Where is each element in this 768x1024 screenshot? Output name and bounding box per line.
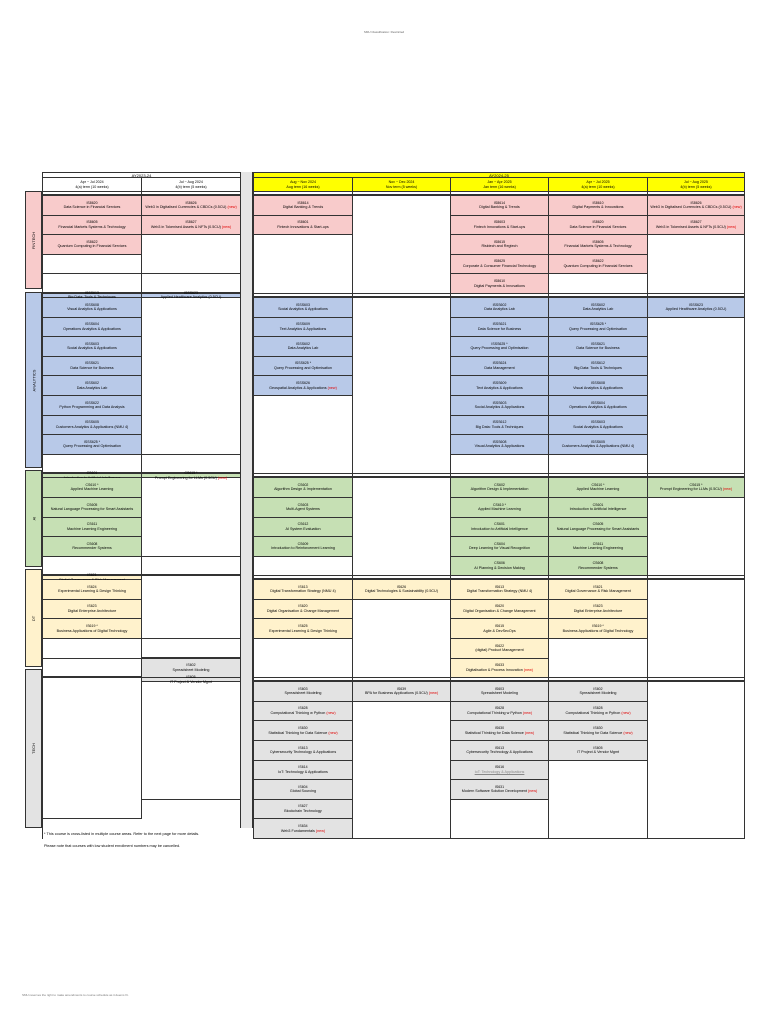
band-gap (142, 639, 241, 659)
course-cell: CS601 Introduction to Artificial Intelligence (451, 518, 549, 538)
empty-cell (451, 455, 549, 475)
course-cell: IS8610 Digital Payments & Innovations (451, 274, 549, 294)
course-cell: ISSS602 Data Analytics Lab (549, 298, 648, 318)
course-cell: ISSS626 Geospatial Analytics & Applications (new) (254, 376, 353, 396)
course-cell: IS619 * Business Applications of Digital Technology (549, 619, 648, 639)
course-cell: IS613 Cybersecurity Technology & Applications (254, 741, 353, 761)
empty-cell (353, 702, 451, 839)
empty-cell (648, 235, 745, 294)
course-cell: ISSS602 Data Analytics Lab (451, 298, 549, 318)
course-cell: IS602 Spreadsheet Modeling (549, 682, 648, 702)
course-cell: ISSS625 * Query Processing and Optimisation (549, 318, 648, 338)
course-cell: ISSS612 Big Data: Tools & Techniques (451, 416, 549, 436)
course-cell: IS8605 Financial Markets Systems & Technology (43, 216, 142, 236)
course-cell: IS620 Digital Organisation & Change Management (254, 600, 353, 620)
band-gap (142, 557, 241, 577)
course-cell: ISSS604 Operations Analytics & Applications (43, 318, 142, 338)
course-cell: IS628 Computational Thinking w Python (new) (549, 702, 648, 722)
empty-cell (142, 682, 241, 800)
academic-year-header: AY2023-24 (43, 173, 241, 178)
course-cell: ISSS623 Applied Healthcare Analytics (0.5CU) (648, 298, 745, 318)
course-cell: CS615 * Prompt Engineering for LLMs (0.5CU) (new) (648, 478, 745, 498)
course-cell: ISSS621 Data Science for Business (451, 318, 549, 338)
schedule-table-ay2023-24 (42, 172, 241, 839)
course-cell: IS8603 Fintech Innovations & Start-ups (451, 216, 549, 236)
course-cell: IS8614 Digital Banking & Trends (451, 196, 549, 216)
course-cell: ISSS623 Applied Healthcare Analytics (0.5CU) (142, 294, 241, 298)
empty-cell (142, 478, 241, 556)
course-cell: IS634 Web3 Fundamentals (new) (254, 819, 353, 839)
course-cell: ISSS621 Data Science for Business (549, 337, 648, 357)
course-cell: IS630 Statistical Thinking for Data Science (new) (549, 721, 648, 741)
course-cell: ISSS603 Social Analytics & Applications (43, 337, 142, 357)
course-cell: ISSS622 Python Programming and Data Analysis (43, 396, 142, 416)
term-header: Jan ~ Apr 2025 Jan term (16 weeks) (451, 178, 549, 192)
course-cell: IS628 Computational Thinking w Python (new) (451, 702, 549, 722)
track-label-dt: DT (25, 569, 42, 667)
empty-cell (254, 235, 353, 294)
course-cell: IS623 Digital Enterprise Architecture (549, 600, 648, 620)
course-cell: ISSS608 Visual Analytics & Applications (549, 376, 648, 396)
course-cell: IS619 * Business Applications of Digital Technology (43, 619, 142, 639)
course-cell: IS8622 Quantum Computing in Financial Services (549, 255, 648, 275)
empty-cell (142, 576, 241, 639)
empty-cell (43, 678, 142, 819)
course-cell: IS8626 Web3 in Digitalised Currencies & CBDCs (0.5CU) (new) (648, 196, 745, 216)
term-header: Jul ~ Aug 2024 4(b) term (5 weeks) (142, 178, 241, 192)
track-label-tech: TECH (25, 669, 42, 828)
course-cell: IS8620 Data Science in Financial Services (549, 216, 648, 236)
course-cell: IS602 Spreadsheet Modeling (142, 659, 241, 679)
course-cell: CS612 AI System Evaluation (254, 518, 353, 538)
course-cell: CS608 Recommender Systems (549, 557, 648, 577)
course-cell: ISSS625 * Query Processing and Optimisation (43, 435, 142, 455)
course-cell: IS639 BPA for Business Applications (0.5CU) (new) (353, 682, 451, 702)
course-cell: CS606 AI Planning & Decision Making (451, 557, 549, 577)
course-cell: CS610 * Applied Machine Learning (451, 498, 549, 518)
course-cell: ISSS609 Text Analytics & Applications (451, 376, 549, 396)
course-cell: IS8601 Fintech Innovations & Start-ups (254, 216, 353, 236)
course-cell: IS621 (43, 576, 142, 580)
course-cell: IS623 Digital Enterprise Architecture (43, 600, 142, 620)
course-cell: CS604 Deep Learning for Visual Recognition (451, 537, 549, 557)
course-cell: CS603 Multi-Agent Systems (254, 498, 353, 518)
year-separator-column (240, 172, 253, 828)
course-cell: ISSS605 Customers Analytics & Applications (NMU 4) (549, 435, 648, 455)
note-cancellation: Please note that courses with low student enrollment numbers may be cancelled. (44, 844, 181, 848)
empty-cell (353, 298, 451, 474)
empty-cell (549, 761, 648, 839)
course-cell: IS8627 Web3 in Tokenised Assets & NFTs (0.5CU) (new) (648, 216, 745, 236)
course-cell: IS630 Statistical Thinking for Data Science (new) (254, 721, 353, 741)
course-cell: CS609 Introduction to Reinforcement Learning (254, 537, 353, 557)
course-cell: IS605 IT Project & Vendor Mgmt (549, 741, 648, 761)
course-cell: IS615 Agile & DevSecOps (451, 619, 549, 639)
course-cell: CS611 Machine Learning Engineering (43, 518, 142, 538)
course-cell: IS625 Experimental Learning & Design Thinking (254, 619, 353, 639)
course-cell: CS610 * Applied Machine Learning (43, 478, 142, 498)
course-cell: ISSS608 Visual Analytics & Applications (43, 298, 142, 318)
empty-cell (648, 318, 745, 475)
course-cell: IS626 Digital Technologies & Sustainability (0.5CU) (353, 580, 451, 600)
course-cell: ISSS608 Visual Analytics & Applications (451, 435, 549, 455)
empty-cell (43, 255, 142, 275)
empty-cell (353, 478, 451, 576)
course-cell: IS603 Spreadsheet Modeling (254, 682, 353, 702)
course-cell: ISSS621 Data Science for Business (43, 357, 142, 377)
empty-cell (648, 682, 745, 839)
empty-cell (451, 800, 549, 839)
empty-cell (353, 600, 451, 678)
course-cell: IS605 IT Project & Vendor Mgmt (142, 678, 241, 682)
empty-cell (549, 639, 648, 678)
academic-year-header: AY2024-25 (254, 173, 745, 178)
track-label-fintech: FINTECH (25, 191, 42, 289)
course-cell: IS8615 Risktech and Regtech (451, 235, 549, 255)
empty-cell (142, 235, 241, 274)
course-cell: IS620 Digital Organisation & Change Management (451, 600, 549, 620)
course-cell: IS627 Blockchain Technology (254, 800, 353, 820)
course-cell: ISSS605 Customers Analytics & Applications (NMU 4) (43, 416, 142, 436)
course-cell: CS611 Machine Learning Engineering (549, 537, 648, 557)
course-cell: IS614 IoT: Technology & Applications (254, 761, 353, 781)
band-gap (43, 659, 142, 679)
term-header: Apr ~ Jul 2025 4(a) term (10 weeks) (549, 178, 648, 192)
track-label-analytics: ANALYTICS (25, 292, 42, 468)
course-cell: ISSS604 Operations Analytics & Applications (549, 396, 648, 416)
course-cell: IS8610 Digital Payments & Innovations (549, 196, 648, 216)
empty-cell (648, 498, 745, 576)
classification-header: SMU Classification: Restricted (363, 30, 405, 34)
term-header: Jul ~ Aug 2025 4(b) term (5 weeks) (648, 178, 745, 192)
course-cell: IS624 Experimental Learning & Design Thinking (43, 580, 142, 600)
course-cell: ISSS603 Social Analytics & Applications (254, 298, 353, 318)
course-cell: IS613 Digital Transformation Strategy (NMU 4) (254, 580, 353, 600)
course-cell: CS610 * Applied Machine Learning (549, 478, 648, 498)
course-cell: IS8627 Web3 in Tokenised Assets & NFTs (0.5CU) (new) (142, 216, 241, 236)
course-cell: IS8614 Digital Banking & Trends (254, 196, 353, 216)
course-cell: ISSS625 * Query Processing and Optimisation (254, 357, 353, 377)
course-cell: CS605 Natural Language Processing for Smart Assistants (43, 498, 142, 518)
course-cell: IS621 Digital Governance & Risk Management (549, 580, 648, 600)
course-cell: IS633 Digitalisation & Process Innovation (new) (451, 659, 549, 679)
course-cell: IS8625 Corporate & Consumer Financial Technology (451, 255, 549, 275)
course-cell: IS8626 Web3 in Digitalised Currencies & CBDCs (0.5CU) (new) (142, 196, 241, 216)
course-cell: ISSS624 Data Management (451, 357, 549, 377)
course-cell: IS630 Statistical Thinking for Data Science (new) (451, 721, 549, 741)
course-cell: IS628 Computational Thinking w Python (new) (254, 702, 353, 722)
empty-cell (142, 298, 241, 455)
term-header: Nov ~ Dec 2024 Nov term (5 weeks) (353, 178, 451, 192)
course-cell: IS613 Digital Transformation Strategy (NMU 4) (451, 580, 549, 600)
course-cell: IS8620 Data Science in Financial Services (43, 196, 142, 216)
schedule-table-ay2024-25 (253, 172, 745, 839)
course-cell: IS631 Modern Software Solution Development (new) (451, 780, 549, 800)
course-cell: IS603 Spreadsheet Modeling (451, 682, 549, 702)
empty-cell (43, 639, 142, 659)
term-header: Apr ~ Jul 2024 4(a) term (10 weeks) (43, 178, 142, 192)
course-cell: IS622 (digital) Product Management (451, 639, 549, 659)
course-cell: IS8622 Quantum Computing in Financial Services (43, 235, 142, 255)
empty-cell (549, 455, 648, 475)
empty-cell (254, 639, 353, 678)
footer-disclaimer: SMU reserves the right to make amendments to course schedule as it deems fit. (22, 993, 129, 997)
course-cell: IS604 Global Sourcing (254, 780, 353, 800)
note-crosslisted: * This course is cross-listed in multiple course areas. Refer to the next page for more details. (44, 832, 200, 836)
track-label-ai: AI (25, 470, 42, 567)
empty-cell (353, 196, 451, 294)
course-cell: ISSS602 Data Analytics Lab (254, 337, 353, 357)
course-cell: CS602 Algorithm Design & Implementation (254, 478, 353, 498)
empty-cell (549, 274, 648, 294)
course-cell: ISSS612 Big Data: Tools & Techniques (549, 357, 648, 377)
term-header: Aug ~ Nov 2024 Aug term (16 weeks) (254, 178, 353, 192)
course-cell: CS605 Natural Language Processing for Smart Assistants (549, 518, 648, 538)
course-cell: IS613 Cybersecurity Technology & Applications (451, 741, 549, 761)
course-cell: CS608 Recommender Systems (43, 537, 142, 557)
course-cell: CS602 Algorithm Design & Implementation (451, 478, 549, 498)
course-cell: CS615 * Prompt Engineering for LLMs (0.5CU) (new) (142, 474, 241, 478)
empty-cell (648, 580, 745, 678)
course-cell: ISSS625 * Query Processing and Optimisation (451, 337, 549, 357)
course-cell: ISSS609 Text Analytics & Applications (254, 318, 353, 338)
course-cell: IS8605 Financial Markets Systems & Technology (549, 235, 648, 255)
course-cell: ISSS613 (43, 294, 142, 298)
course-cell: CS601 (43, 474, 142, 478)
course-cell: CS601 Introduction to Artificial Intelligence (549, 498, 648, 518)
empty-cell (254, 557, 353, 577)
course-cell: ISSS603 Social Analytics & Applications (451, 396, 549, 416)
course-cell: ISSS602 Data Analytics Lab (43, 376, 142, 396)
empty-cell (254, 396, 353, 474)
course-cell: ISSS603 Social Analytics & Applications (549, 416, 648, 436)
course-cell: IS616 IoT: Technology & Applications (451, 761, 549, 781)
